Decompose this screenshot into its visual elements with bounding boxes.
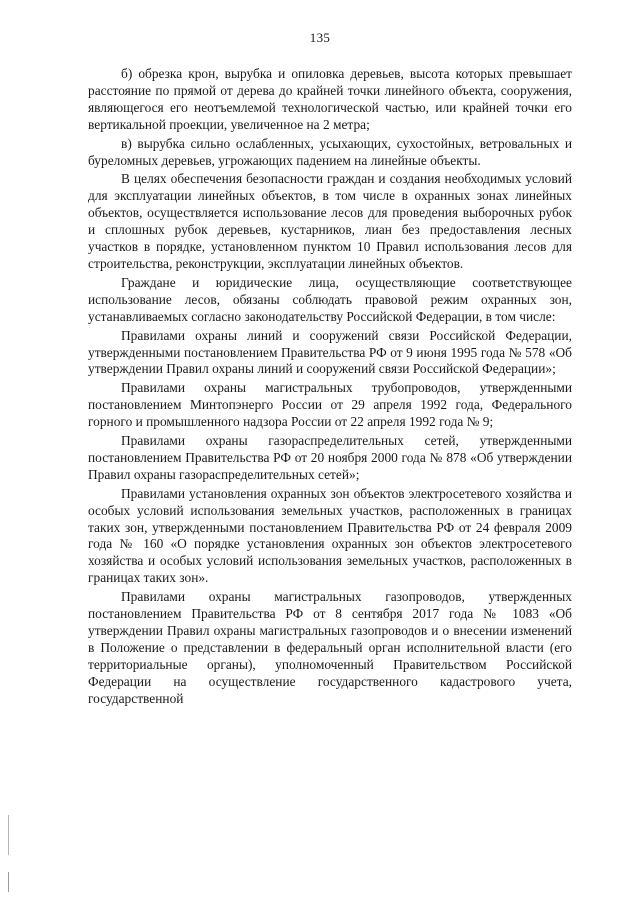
paragraph-gas-distribution-rules: Правилами охраны газораспределительных сетей, утвержденными постановлением Правительства РФ от 20 ноября 2000 года № 878 «Об утверждении Правил охраны газораспределительных сетей»; <box>88 433 572 482</box>
scan-margin-mark <box>8 872 9 892</box>
paragraph-communication-lines-rules: Правилами охраны линий и сооружений связи Российской Федерации, утвержденными постановлением Правительства РФ от 9 июня 1995 года № 578 «Об утверждении Правил охраны линий и сооружений связи Российской Федерации»; <box>88 327 572 377</box>
document-body <box>88 66 572 710</box>
paragraph-power-grid-zones-rules: Правилами установления охранных зон объектов электросетевого хозяйства и особых условий использования земельных участков, расположенных в границах таких зон, утвержденными постановлением Правительства РФ от 24 февраля 2009 года № 160 «О порядке установления охранных зон объектов электросетевого хозяйства и особых условий использования земельных участков, расположенных в границах таких зон». <box>88 485 572 586</box>
paragraph-gas-pipelines-rules: Правилами охраны магистральных газопроводов, утвержденных постановлением Правительства РФ от 8 сентября 2017 года № 1083 «Об утверждении Правил охраны магистральных газопроводов и о внесении изменений в Положение о представлении в федеральный орган исполнительной власти (его территориальные органы), уполномоченный Правительством Российской Федерации на осуществление государственного кадастрового учета, государственной <box>88 589 572 706</box>
paragraph-pruning: б) обрезка крон, вырубка и опиловка деревьев, высота которых превышает расстояние по прямой от дерева до крайней точки линейного объекта, сооружения, являющегося его неотъемлемой технологической частью, или крайней точки его вертикальной проекции, увеличенное на 2 метра; <box>88 66 572 132</box>
scan-margin-mark <box>8 815 9 855</box>
paragraph-felling-weak-trees: в) вырубка сильно ослабленных, усыхающих, сухостойных, ветровальных и буреломных деревьев, угрожающих падением на линейные объекты. <box>88 135 572 168</box>
page-number: 135 <box>309 30 331 45</box>
paragraph-legal-regime: Граждане и юридические лица, осуществляющие соответствующее использование лесов, обязаны соблюдать правовой режим охранных зон, устанавливаемых согласно законодательству Российской Федерации, в том числе: <box>88 274 572 324</box>
paragraph-safety-purposes: В целях обеспечения безопасности граждан и создания необходимых условий для эксплуатации линейных объектов, в том числе в охранных зонах линейных объектов, осуществляется использование лесов для проведения выборочных рубок и сплошных рубок деревьев, кустарников, лиан без предоставления лесных участков в порядке, установленном пунктом 10 Правил использования лесов для строительства, реконструкции, эксплуатации линейных объектов. <box>88 171 572 271</box>
paragraph-pipelines-rules: Правилами охраны магистральных трубопроводов, утвержденными постановлением Минтопэнерго России от 29 апреля 1992 года, Федерального горного и промышленного надзора России от 22 апреля 1992 года № 9; <box>88 380 572 430</box>
